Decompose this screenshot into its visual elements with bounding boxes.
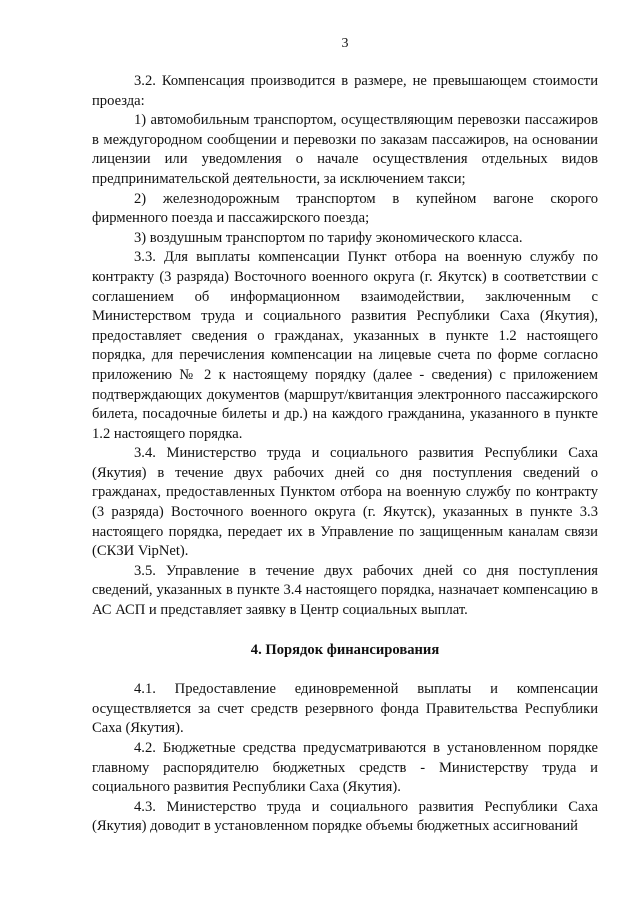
paragraph-3-3: 3.3. Для выплаты компенсации Пункт отбора на военную службу по контракту (3 разряда) Восточного военного округа (г. Якутск) в соответствии с соглашением об информационном взаимодействии, заключенным с Министерством труда и социального развития Республики Саха (Якутия), предоставляет сведения о гражданах, указанных в пункте 1.2 настоящего порядка, для перечисления компенсации на лицевые счета по форме согласно приложению № 2 к настоящему порядку (далее - сведения) с приложением подтверждающих документов (маршрут/квитанция электронного пассажирского билета, посадочные билеты и др.) на каждого гражданина, указанного в пункте 1.2 настоящего порядка. — [92, 249, 598, 442]
paragraph-3-2-item-1: 1) автомобильным транспортом, осуществляющим перевозки пассажиров в междугородном сообщении и перевозки по заказам пассажиров, на основании лицензии или уведомления о начале осуществления отдельных видов предпринимательской деятельности, за исключением такси; — [92, 112, 598, 187]
section-4-heading: 4. Порядок финансирования — [250, 641, 440, 658]
paragraph-3-4: 3.4. Министерство труда и социального развития Республики Саха (Якутия) в течение двух рабочих дней со дня поступления сведений о гражданах, предоставленных Пунктом отбора на военную службу по контракту (3 разряда) Восточного военного округа (г. Якутск), указанных в пункте 3.3 настоящего порядка, передает их в Управление по защищенным каналам связи (СКЗИ VipNet). — [92, 445, 598, 560]
paragraph-3-2-item-3: 3) воздушным транспортом по тарифу экономического класса. — [134, 229, 523, 246]
page-number: 3 — [341, 36, 349, 51]
paragraph-3-2-item-2: 2) железнодорожным транспортом в купейном вагоне скорого фирменного поезда и пассажирского поезда; — [92, 190, 598, 227]
paragraph-4-3: 4.3. Министерство труда и социального развития Республики Саха (Якутия) доводит в установленном порядке объемы бюджетных ассигнований — [92, 798, 598, 835]
paragraph-4-1: 4.1. Предоставление единовременной выплаты и компенсации осуществляется за счет средств резервного фонда Правительства Республики Саха (Якутия). — [92, 681, 598, 737]
paragraph-4-2: 4.2. Бюджетные средства предусматриваются в установленном порядке главному распорядителю бюджетных средств - Министерству труда и социального развития Республики Саха (Якутия). — [92, 740, 598, 796]
paragraph-3-2: 3.2. Компенсация производится в размере, не превышающем стоимости проезда: — [92, 73, 598, 109]
paragraph-3-5: 3.5. Управление в течение двух рабочих дней со дня поступления сведений, указанных в пункте 3.4 настоящего порядка, назначает компенсацию в АС АСП и представляет заявку в Центр социальных выплат. — [92, 562, 598, 619]
